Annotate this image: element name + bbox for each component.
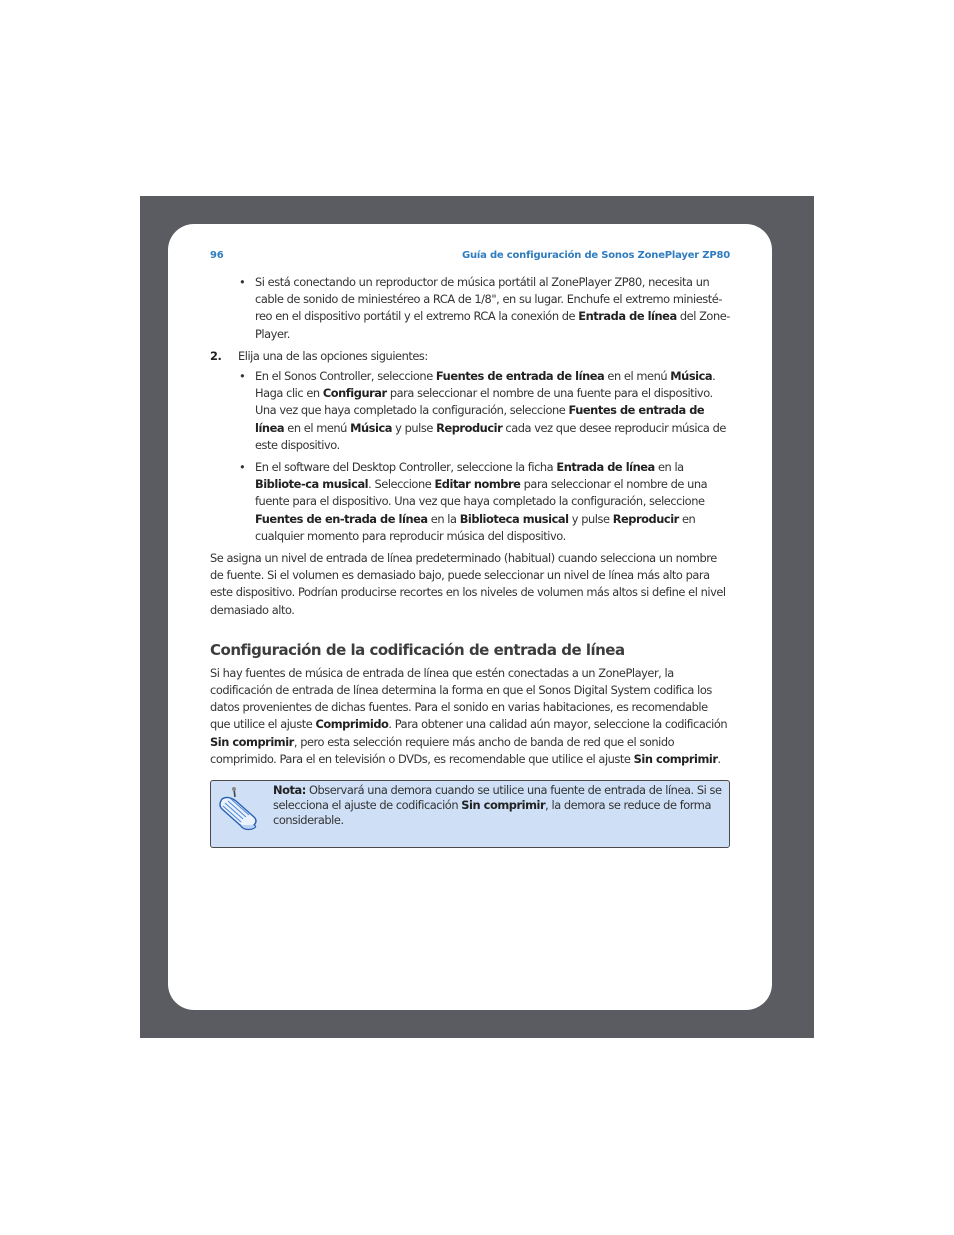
note-box: [210, 780, 730, 848]
step-number: 2.: [210, 348, 222, 363]
paragraph-line-level: Se asigna un nivel de entrada de línea predeterminado (habitual) cuando selecciona un nombre de fuente. Si el volumen es demasiado bajo, puede seleccionar un nivel de línea más alto para este dispositivo. Podrían producirse recortes en los niveles de volumen más altos si define el nivel demasiado alto.: [210, 551, 726, 617]
running-title: Guía de configuración de Sonos ZonePlayer ZP80: [461, 250, 730, 261]
bullet-desktop-controller: • En el software del Desktop Controller, seleccione la ficha Entrada de línea en la Bibliote-ca musical. Seleccione Editar nombre para seleccionar el nombre de una fuente para el dispositivo. Una vez que haya completado la configuración, seleccione Fuentes de en-trada de línea en la Biblioteca musical y pulse Reproducir en cualquier momento para reproducir música del dispositivo.: [210, 459, 730, 545]
note-paper-icon: [214, 785, 264, 833]
step-2: [210, 348, 730, 365]
bullet-portable-player: • Si está conectando un reproductor de música portátil al ZonePlayer ZP80, necesita un cable de sonido de miniestéreo a RCA de 1/8", en su lugar. Enchufe el extremo miniesté-reo en el dispositivo portátil y el extremo RCA la conexión de Entrada de línea del Zone-Player.: [210, 274, 730, 343]
step-text: Elija una de las opciones siguientes:: [238, 348, 428, 363]
paragraph-encoding: Si hay fuentes de música de entrada de línea que estén conectadas a un ZonePlayer, la codificación de entrada de línea determina la forma en que el Sonos Digital System codifica los datos provenientes de dichas fuentes. Para el sonido en varias habitaciones, es recomendable que utilice el ajuste Comprimido. Para obtener una calidad aún mayor, seleccione la codificación Sin comprimir, pero esta selección requiere más ancho de banda de red que el sonido comprimido. Para el en televisión o DVDs, es recomendable que utilice el ajuste Sin comprimir.: [210, 665, 728, 766]
page-content: [210, 249, 730, 848]
section-heading: Configuración de la codificación de entrada de línea: [210, 640, 625, 659]
page-header: [210, 249, 730, 263]
document-page: [168, 224, 772, 1010]
note-label: Nota:: [273, 783, 306, 798]
bullet-sonos-controller: • En el Sonos Controller, seleccione Fuentes de entrada de línea en el menú Música. Haga clic en Configurar para seleccionar el nombre de una fuente para el dispositivo. Una vez que haya completado la configuración, seleccione Fuentes de entrada de línea en el menú Música y pulse Reproducir cada vez que desee reproducir música de este dispositivo.: [210, 368, 730, 454]
note-text: Nota: Observará una demora cuando se utilice una fuente de entrada de línea. Si se selecciona el ajuste de codificación Sin comprimir, la demora se reduce de forma considerable.: [273, 783, 722, 828]
page-number: 96: [210, 250, 224, 261]
